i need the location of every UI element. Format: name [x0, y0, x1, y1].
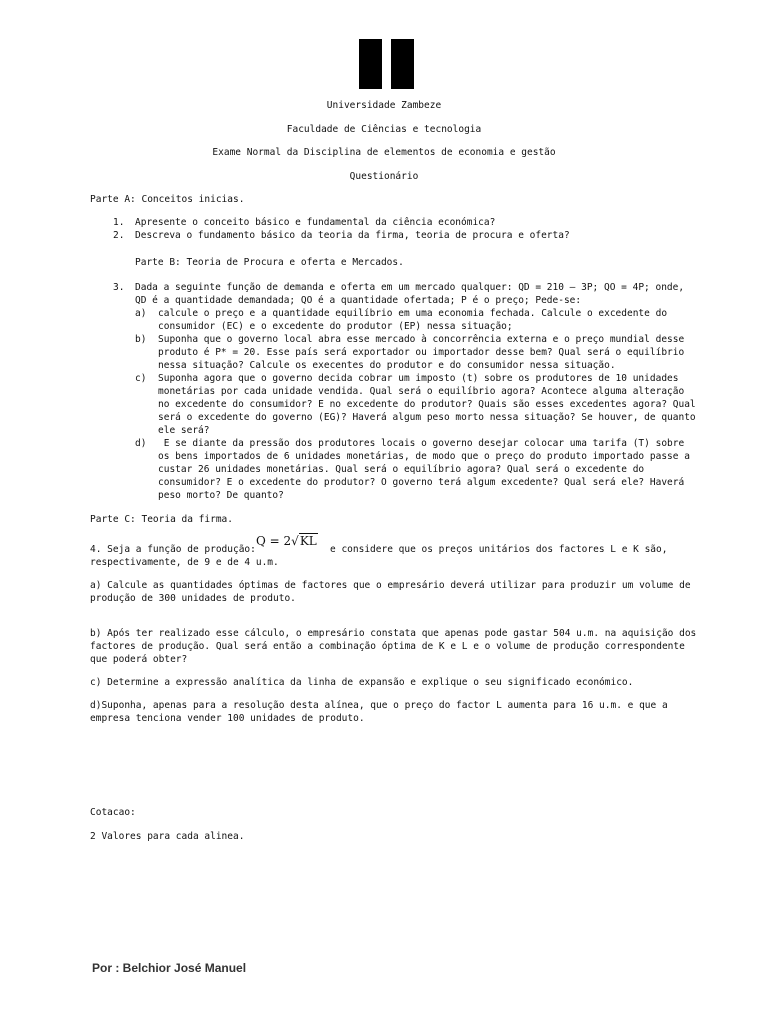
q2-text: Descreva o fundamento básico da teoria da firma, teoria de procura e oferta?	[135, 230, 570, 241]
q4-b-line: b) Após ter realizado esse cálculo, o empresário constata que apenas pode gastar 504 u.m. na aquisição dos	[90, 628, 697, 639]
exam-title: Exame Normal da Disciplina de elementos de economia e gestão	[212, 147, 556, 158]
part-a-heading: Parte A: Conceitos inicias.	[90, 194, 245, 205]
q4-b-line: que poderá obter?	[90, 654, 188, 665]
item-a-line: consumidor (EC) e o excedente do produtor (EP) nessa situação;	[158, 321, 513, 332]
item-c-line: ele será?	[158, 425, 210, 436]
item-d-line: custar 26 unidades monetárias. Qual será o equilíbrio agora? Qual será o excedente do	[158, 464, 645, 475]
university-logo	[359, 39, 415, 89]
q1-text: Apresente o conceito básico e fundamental da ciência económica?	[135, 217, 496, 228]
item-a-line: calcule o preço e a quantidade equilíbrio em uma economia fechada. Calcule o excedente do	[158, 308, 668, 319]
part-b-heading: Parte B: Teoria de Procura e oferta e Mercados.	[135, 257, 404, 268]
faculty-name: Faculdade de Ciências e tecnologia	[286, 124, 482, 135]
item-c-line: Suponha agora que o governo decida cobrar um imposto (t) sobre os produtores de 10 unidades	[158, 373, 679, 384]
item-b-line: nessa situação? Calcule os execentes do produtor e do consumidor nessa situação.	[158, 360, 616, 371]
item-d-line: consumidor? E o excedente do produtor? O governo terá algum excedente? Qual será ele? Haverá	[158, 477, 685, 488]
q2-number: 2.	[113, 230, 125, 241]
q4-a-line: a) Calcule as quantidades óptimas de factores que o empresário deverá utilizar para produzir um volume de	[90, 580, 691, 591]
item-b-line: produto é P* = 20. Esse país será exportador ou importador desse bem? Qual será o equilíbrio	[158, 347, 685, 358]
item-b-label: b)	[135, 334, 147, 345]
item-c-line: será o excedente do governo (EG)? Haverá algum peso morto nessa situação? Se houver, de quanto	[158, 412, 696, 423]
item-a-label: a)	[135, 308, 147, 319]
item-c-line: monetárias por cada unidade vendida. Qual será o equilíbrio agora? Acontece alguma alteração	[158, 386, 685, 397]
q4-c-line: c) Determine a expressão analítica da linha de expansão e explique o seu significado económico.	[90, 677, 634, 688]
item-d-line: peso morto? De quanto?	[158, 490, 284, 501]
sqrt-icon: √	[291, 534, 299, 548]
q4-d-line: d)Suponha, apenas para a resolução desta alínea, que o preço do factor L aumenta para 16 u.m. e que a	[90, 700, 668, 711]
q4-line: e considere que os preços unitários dos factores L e K são,	[330, 544, 668, 555]
item-c-label: c)	[135, 373, 147, 384]
author-signature: Por : Belchior José Manuel	[92, 961, 247, 975]
equation-radicand: KL	[299, 534, 317, 548]
item-d-label: d)	[135, 438, 147, 449]
item-b-line: Suponha que o governo local abra esse mercado à concorrência externa e o preço mundial desse	[158, 334, 685, 345]
cotacao-values: 2 Valores para cada alinea.	[90, 831, 245, 842]
q4-a-line: produção de 300 unidades de produto.	[90, 593, 296, 604]
university-name: Universidade Zambeze	[326, 100, 442, 111]
q3-number: 3.	[113, 282, 125, 293]
item-d-line: os bens importados de 6 unidades monetárias, de modo que o preço do produto importado passe a	[158, 451, 690, 462]
q4-line: respectivamente, de 9 e de 4 u.m.	[90, 557, 279, 568]
q3-line: QD é a quantidade demandada; QO é a quantidade ofertada; P é o preço; Pede-se:	[135, 295, 582, 306]
part-c-heading: Parte C: Teoria da firma.	[90, 514, 233, 525]
production-function-equation	[256, 535, 318, 548]
q3-line: Dada a seguinte função de demanda e oferta em um mercado qualquer: QD = 210 – 3P; QO = 4P; onde,	[135, 282, 685, 293]
equation-lhs: Q = 2	[256, 534, 292, 548]
q1-number: 1.	[113, 217, 125, 228]
q4-d-line: empresa tenciona vender 100 unidades de produto.	[90, 713, 365, 724]
cotacao-heading: Cotacao:	[90, 807, 136, 818]
q4-b-line: factores de produção. Qual será então a combinação óptima de K e L e o volume de produção correspondente	[90, 641, 685, 652]
item-d-line: E se diante da pressão dos produtores locais o governo desejar colocar uma tarifa (T) sobre	[158, 438, 685, 449]
item-c-line: no excedente do consumidor? E no excedente do produtor? Quais são esses excedentes agora? Qual	[158, 399, 696, 410]
q4-intro: 4. Seja a função de produção:	[90, 544, 256, 555]
questionnaire-title: Questionário	[349, 171, 419, 182]
